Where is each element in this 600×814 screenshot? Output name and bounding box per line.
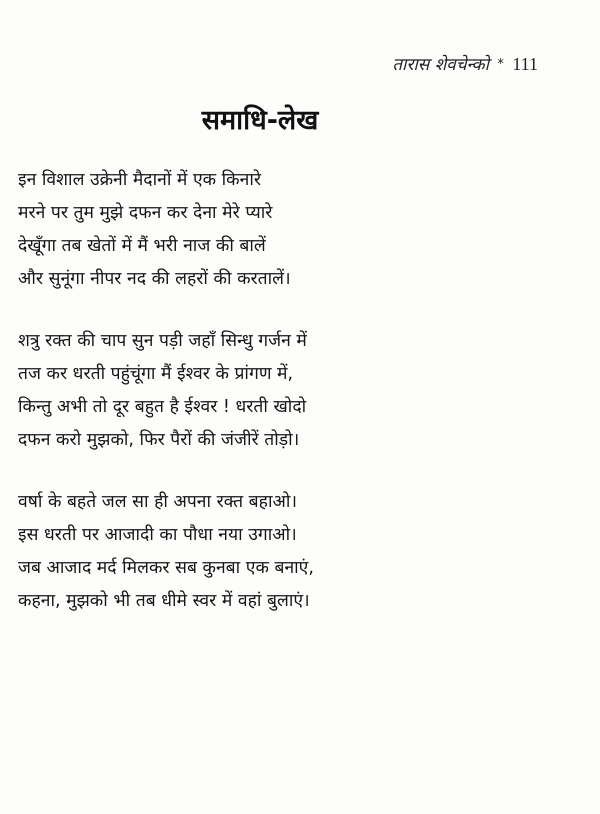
poem-line: वर्षा के बहते जल सा ही अपना रक्त बहाओ। — [18, 492, 298, 512]
stanza-3 — [18, 486, 418, 618]
poem-line: जब आजाद मर्द मिलकर सब कुनबा एक बनाएं, — [18, 558, 314, 578]
poem-line: इस धरती पर आजादी का पौधा नया उगाओ। — [18, 525, 297, 545]
poem-line: और सुनूंगा नीपर नद की लहरों की करतालें। — [18, 269, 291, 289]
poem-line: मरने पर तुम मुझे दफन कर देना मेरे प्यारे — [18, 203, 273, 223]
poem-line: देखूँगा तब खेतों में मैं भरी नाज की बालें — [18, 236, 266, 256]
header-author: तारास शेवचेन्को — [392, 55, 490, 75]
poem-line: इन विशाल उक्रेनी मैदानों में एक किनारे — [18, 170, 262, 190]
page-number: 111 — [512, 54, 538, 74]
poem-line: तज कर धरती पहुंचूंगा मैं ईश्वर के प्रांगण में, — [18, 364, 294, 384]
poem-line: कहना, मुझको भी तब धीमे स्वर में वहां बुलाएं। — [18, 591, 310, 611]
stanza-2 — [18, 325, 418, 457]
poem-line: किन्तु अभी तो दूर बहुत है ईश्वर ! धरती खोदो — [18, 397, 307, 417]
poem-title: समाधि-लेख — [201, 105, 319, 136]
poem-body — [18, 164, 418, 647]
running-header — [392, 52, 538, 75]
stanza-1 — [18, 164, 418, 296]
poem-line: दफन करो मुझको, फिर पैरों की जंजीरें तोड़ो। — [18, 430, 300, 450]
header-separator: * — [497, 57, 504, 72]
poem-line: शत्रु रक्त की चाप सुन पड़ी जहाँ सिन्धु गर्जन में — [18, 331, 307, 351]
